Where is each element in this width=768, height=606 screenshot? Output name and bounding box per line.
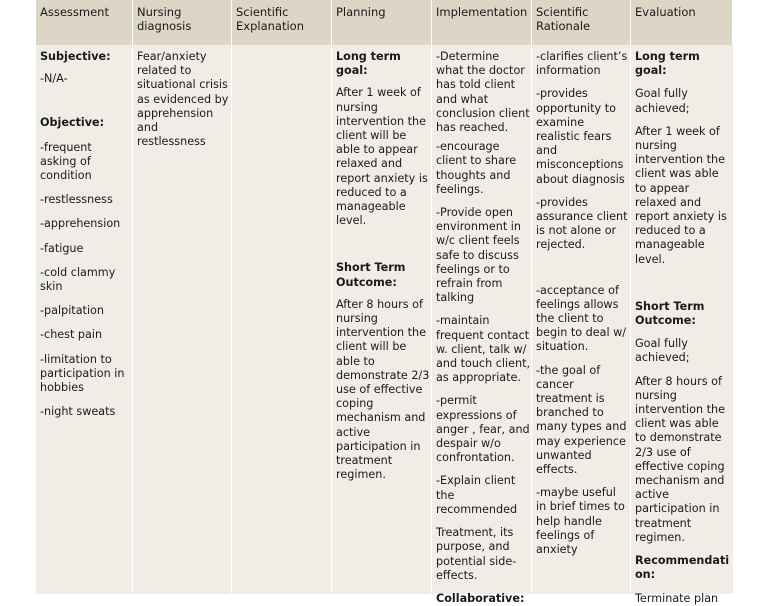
rationale-item: -acceptance of feelings allows the client to begin to deal w/ situation.	[536, 283, 627, 354]
evaluation-long-term-text: After 1 week of nursing intervention the client was able to appear relaxed and report anxiety is reduced to a manageable level.	[635, 124, 727, 266]
recommendation-text: Terminate plan	[635, 591, 719, 605]
header-assessment: Assessment	[36, 0, 133, 45]
assessment-item: -apprehension	[40, 217, 121, 231]
assessment-item: -palpitation	[40, 304, 104, 318]
nursing-diagnosis-text: Fear/anxiety related to situational crisis as evidenced by apprehension and restlessness	[137, 50, 229, 149]
evaluation-short-term-label: Short Term Outcome:	[635, 299, 705, 328]
evaluation-short-term-text: After 8 hours of nursing intervention the client was able to demonstrate 2/3 use of effective coping mechanism and active participation in treatment regimen.	[635, 374, 726, 544]
objective-label: Objective:	[40, 116, 105, 130]
header-scientific-rationale: Scientific Rationale	[532, 0, 631, 45]
implementation-item: -permit expressions of anger , fear, and despair w/o confrontation.	[436, 394, 530, 465]
planning-long-term-label: Long term goal:	[336, 50, 401, 78]
evaluation-cell	[631, 45, 733, 605]
implementation-item: -Determine what the doctor has told client and what conclusion client has reached.	[436, 50, 530, 135]
nursing-diagnosis-cell	[133, 45, 232, 594]
assessment-cell	[36, 45, 133, 594]
planning-short-term-label: Short Term Outcome:	[336, 261, 406, 289]
implementation-cell	[432, 45, 532, 605]
rationale-item: -clarifies client’s information	[536, 50, 628, 78]
subjective-value: -N/A-	[40, 72, 68, 86]
implementation-item: -Explain client the recommended	[436, 474, 518, 516]
header-nursing-diagnosis: Nursing diagnosis	[133, 0, 232, 45]
assessment-item: -cold clammy skin	[40, 265, 116, 294]
evaluation-long-term-status: Goal fully achieved;	[635, 87, 690, 115]
implementation-item: -Provide open environment in w/c client feels safe to discuss feelings or to refrain from talking	[436, 206, 522, 305]
rationale-cell	[532, 45, 631, 594]
planning-cell	[332, 45, 432, 594]
rationale-item: -the goal of cancer treatment is branched to many types and may experience unwanted effects.	[536, 363, 627, 477]
recommendation-label: Recommendation:	[635, 554, 730, 582]
rationale-item: -provides assurance client is not alone or rejected.	[536, 195, 628, 252]
planning-short-term-text: After 8 hours of nursing intervention the client will be able to demonstrate 2/3 use of effective coping mechanism and active participation in treatment regimen.	[336, 297, 430, 482]
assessment-item: -night sweats	[40, 405, 116, 419]
scientific-explanation-cell	[232, 45, 332, 594]
header-evaluation: Evaluation	[631, 0, 733, 45]
rationale-item: -maybe useful in brief times to help handle feelings of anxiety	[536, 486, 625, 557]
assessment-item: -frequent asking of condition	[40, 140, 92, 183]
evaluation-long-term-label: Long term goal:	[635, 50, 700, 78]
assessment-item: -limitation to participation in hobbies	[40, 352, 125, 395]
evaluation-short-term-status: Goal fully achieved;	[635, 337, 690, 365]
header-scientific-explanation: Scientific Explanation	[232, 0, 332, 45]
implementation-item: -encourage client to share thoughts and feelings.	[436, 140, 517, 196]
assessment-item: -fatigue	[40, 241, 84, 255]
assessment-item: -restlessness	[40, 193, 113, 207]
implementation-item: Treatment, its purpose, and potential side-effects.	[436, 526, 517, 582]
planning-long-term-text: After 1 week of nursing intervention the client will be able to appear relaxed and report anxiety is reduced to a manageable level.	[336, 86, 428, 228]
subjective-label: Subjective:	[40, 50, 111, 63]
assessment-item: -chest pain	[40, 328, 103, 342]
header-planning: Planning	[332, 0, 432, 45]
collaborative-label: Collaborative:	[436, 591, 525, 605]
nursing-care-plan-table	[36, 0, 733, 605]
header-implementation: Implementation	[432, 0, 532, 45]
implementation-item: -maintain frequent contact w. client, talk w/ and touch client, as appropriate.	[436, 314, 531, 385]
rationale-item: -provides opportunity to examine realistic fears and misconceptions about diagnosis	[536, 87, 625, 186]
